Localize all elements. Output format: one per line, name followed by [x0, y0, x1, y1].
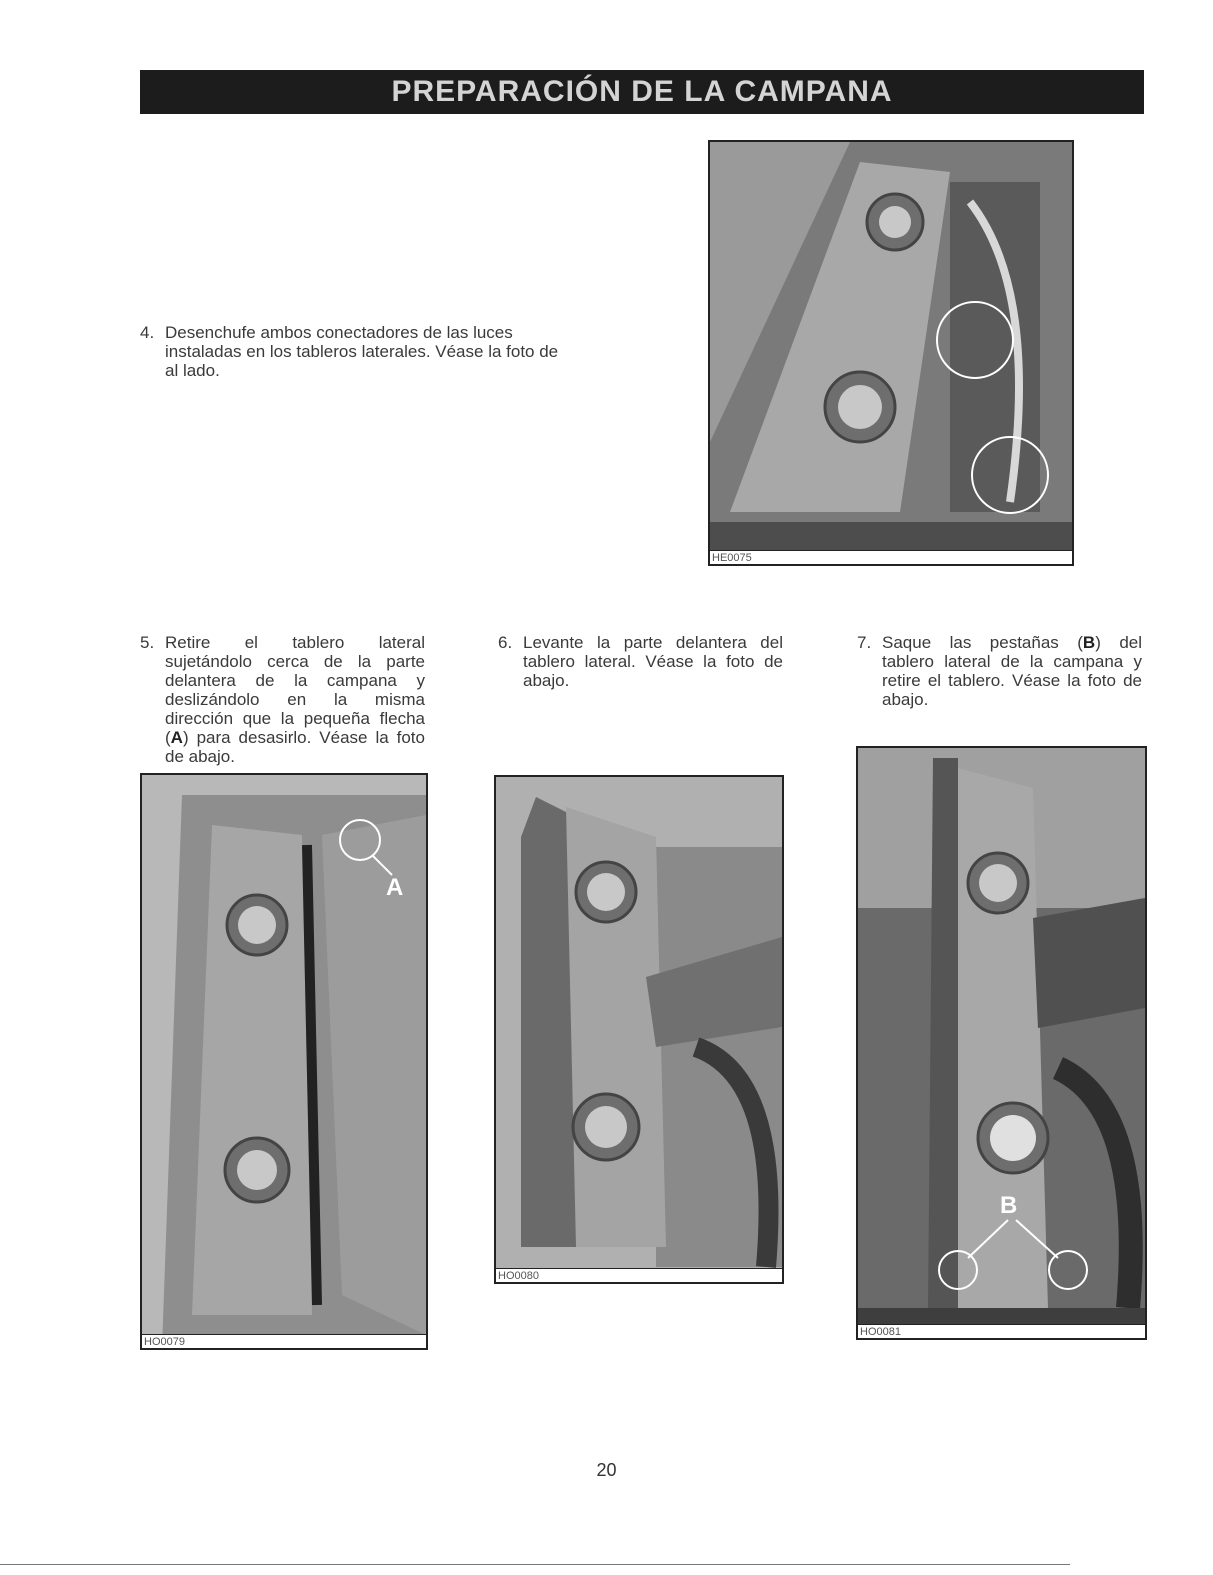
photo-code: HO0080: [496, 1268, 782, 1282]
photo-remove-tabs: [856, 746, 1147, 1340]
bottom-divider: [0, 1564, 1070, 1565]
photo-lift-panel-image: [496, 777, 782, 1282]
photo-code: HO0081: [858, 1324, 1145, 1338]
callout-b: B: [1000, 1192, 1018, 1219]
photo-unplug-connectors: [708, 140, 1074, 566]
step-text: Desenchufe ambos conectadores de las luces instaladas en los tableros laterales. Véase la foto de al lado.: [165, 323, 559, 380]
step-5: [140, 633, 425, 766]
step-text: Saque las pestañas (B) del tablero lateral de la campana y retire el tablero. Véase la foto de abajo.: [882, 633, 1143, 709]
page-number: 20: [596, 1460, 617, 1480]
step-text: Retire el tablero lateral sujetándolo cerca de la parte delantera de la campana y deslizándolo en la misma dirección que la pequeña flecha (A) para desasirlo. Véase la foto de abajo.: [165, 633, 425, 766]
photo-slide-panel: [140, 773, 428, 1350]
photo-side-panel-image: [142, 775, 426, 1348]
step-number: 6.: [498, 633, 513, 652]
step-4: [140, 323, 560, 380]
step-number: 7.: [857, 633, 872, 652]
photo-code: HO0079: [142, 1334, 426, 1348]
photo-code: HE0075: [710, 550, 1072, 564]
photo-lift-panel: [494, 775, 784, 1284]
step-7: [857, 633, 1142, 709]
photo-remove-tabs-image: [858, 748, 1145, 1338]
callout-a: A: [386, 874, 404, 901]
step-number: 4.: [140, 323, 155, 342]
photo-hood-lights-image: [710, 142, 1072, 564]
section-title: PREPARACIÓN DE LA CAMPANA: [391, 75, 893, 108]
step-6: [498, 633, 783, 690]
step-number: 5.: [140, 633, 155, 652]
section-header-banner: [140, 70, 1144, 114]
step-text: Levante la parte delantera del tablero lateral. Véase la foto de abajo.: [523, 633, 783, 690]
